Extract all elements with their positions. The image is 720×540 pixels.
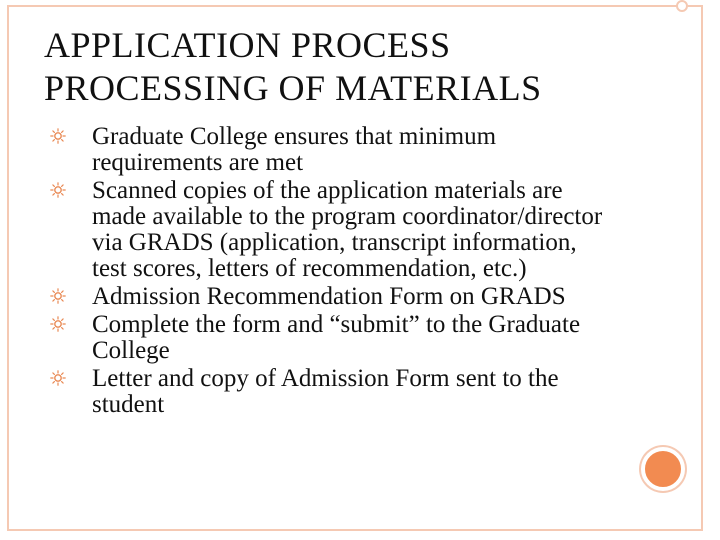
bullet-text: Complete the form and “submit” to the Graduate College <box>92 311 581 364</box>
bullet-text: Scanned copies of the application materials are made available to the program coordinator/director via GRADS (application, transcript information, test scores, letters of recommendation, etc.) <box>92 177 603 282</box>
sun-bullet-icon <box>50 128 66 144</box>
frame-corner-dot <box>676 0 688 12</box>
sun-bullet-icon <box>50 182 66 198</box>
sun-bullet-icon <box>50 288 66 304</box>
bullet-item <box>50 178 610 282</box>
bullet-item <box>50 312 610 364</box>
bullet-item <box>50 366 610 418</box>
slide-title <box>44 24 644 110</box>
bullet-item <box>50 284 610 310</box>
sun-bullet-icon <box>50 316 66 332</box>
accent-circle <box>641 447 685 491</box>
bullet-text: Admission Recommendation Form on GRADS <box>92 283 566 310</box>
slide-title-line-1: APPLICATION PROCESS <box>44 25 451 65</box>
slide-title-line-2: PROCESSING OF MATERIALS <box>44 68 542 108</box>
sun-bullet-icon <box>50 370 66 386</box>
frame-top-line <box>7 5 677 7</box>
bullet-item <box>50 124 610 176</box>
bullet-text: Letter and copy of Admission Form sent to the student <box>92 365 559 418</box>
bullet-list <box>50 124 610 420</box>
frame-top-line-right <box>688 5 703 7</box>
bullet-text: Graduate College ensures that minimum requirements are met <box>92 123 497 176</box>
